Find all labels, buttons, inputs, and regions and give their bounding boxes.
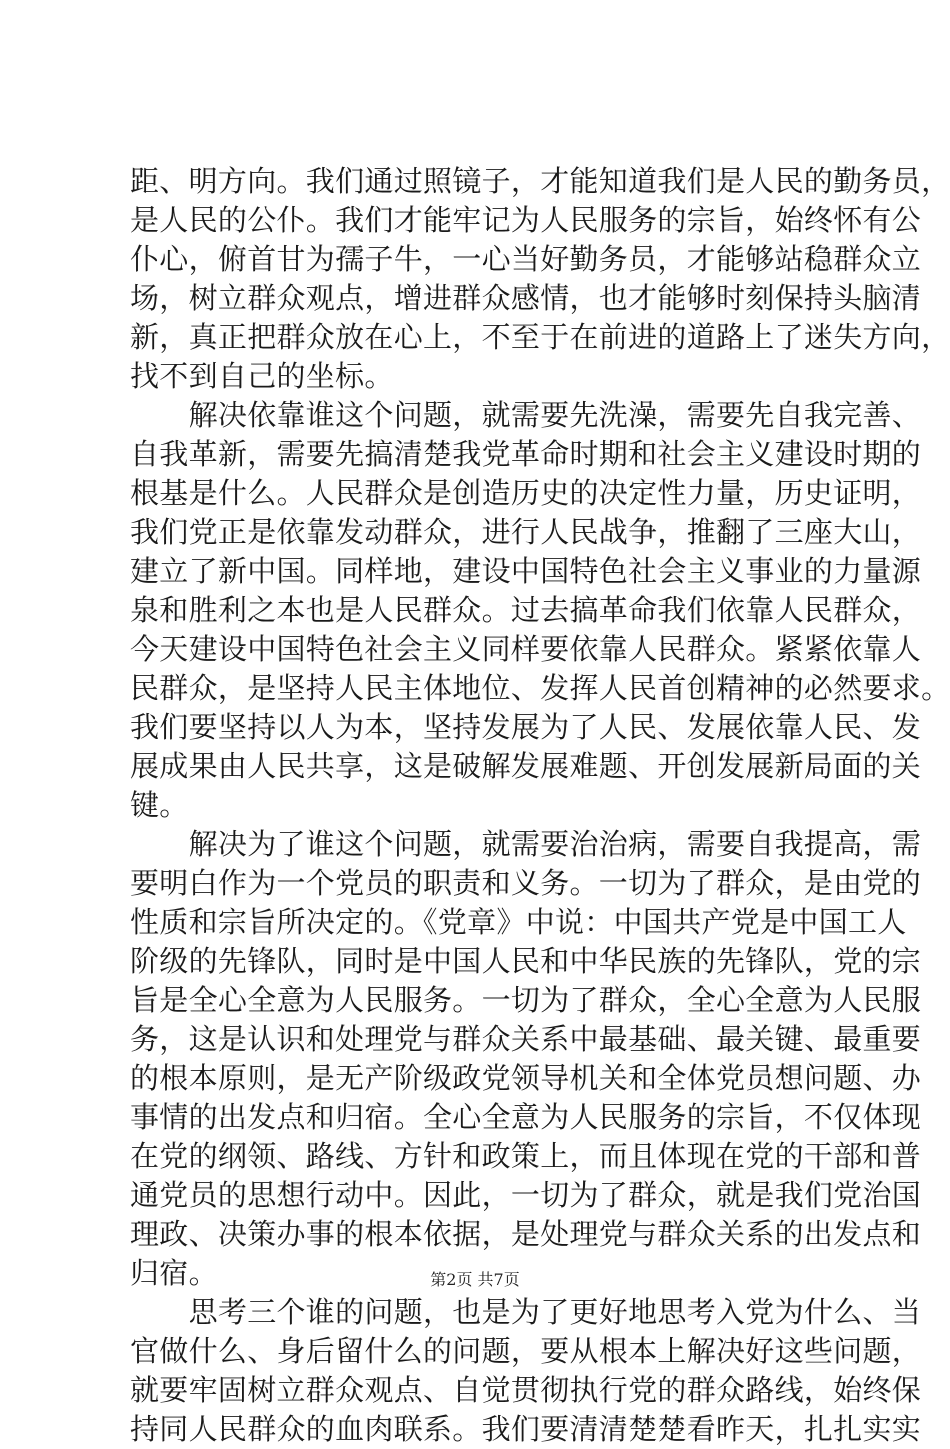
text-line: 思考三个谁的问题，也是为了更好地思考入党为什么、当 (130, 1295, 922, 1329)
page-number-label: 第2页 共7页 (430, 1270, 520, 1289)
text-line: 理政、决策办事的根本依据，是处理党与群众关系的出发点和 (130, 1217, 922, 1251)
text-line: 建立了新中国。同样地，建设中国特色社会主义事业的力量源 (130, 554, 922, 588)
text-line: 键。 (130, 788, 189, 822)
text-line: 旨是全心全意为人民服务。一切为了群众，全心全意为人民服 (130, 983, 922, 1017)
text-line: 场，树立群众观点，增进群众感情，也才能够时刻保持头脑清 (130, 281, 922, 315)
text-line: 官做什么、身后留什么的问题，要从根本上解决好这些问题， (130, 1334, 922, 1368)
text-line: 展成果由人民共享，这是破解发展难题、开创发展新局面的关 (130, 749, 922, 783)
text-line: 务，这是认识和处理党与群众关系中最基础、最关键、最重要 (130, 1022, 922, 1056)
text-line: 仆心，俯首甘为孺子牛，一心当好勤务员，才能够站稳群众立 (130, 242, 922, 276)
text-line: 性质和宗旨所决定的。《党章》中说：中国共产党是中国工人 (130, 905, 907, 939)
text-line: 自我革新，需要先搞清楚我党革命时期和社会主义建设时期的 (130, 437, 922, 471)
text-line: 阶级的先锋队，同时是中国人民和中华民族的先锋队，党的宗 (130, 944, 922, 978)
document-body (130, 162, 950, 1449)
text-line: 在党的纲领、路线、方针和政策上，而且体现在党的干部和普 (130, 1139, 922, 1173)
text-line: 归宿。 (130, 1256, 218, 1290)
text-line: 找不到自己的坐标。 (130, 359, 394, 393)
text-line: 就要牢固树立群众观点、自觉贯彻执行党的群众路线，始终保 (130, 1373, 922, 1407)
text-line: 持同人民群众的血肉联系。我们要清清楚楚看昨天，扎扎实实 (130, 1412, 922, 1446)
text-line: 是人民的公仆。我们才能牢记为人民服务的宗旨，始终怀有公 (130, 203, 922, 237)
text-line: 我们要坚持以人为本，坚持发展为了人民、发展依靠人民、发 (130, 710, 922, 744)
page-footer (0, 1270, 950, 1290)
text-line: 的根本原则，是无产阶级政党领导机关和全体党员想问题、办 (130, 1061, 922, 1095)
text-line: 事情的出发点和归宿。全心全意为人民服务的宗旨，不仅体现 (130, 1100, 922, 1134)
text-line: 距、明方向。我们通过照镜子，才能知道我们是人民的勤务员， (130, 164, 950, 198)
text-line: 通党员的思想行动中。因此，一切为了群众，就是我们党治国 (130, 1178, 922, 1212)
text-line: 根基是什么。人民群众是创造历史的决定性力量，历史证明， (130, 476, 922, 510)
text-line: 今天建设中国特色社会主义同样要依靠人民群众。紧紧依靠人 (130, 632, 922, 666)
text-line: 解决依靠谁这个问题，就需要先洗澡，需要先自我完善、 (130, 398, 922, 432)
text-line: 要明白作为一个党员的职责和义务。一切为了群众，是由党的 (130, 866, 922, 900)
text-line: 泉和胜利之本也是人民群众。过去搞革命我们依靠人民群众， (130, 593, 922, 627)
text-line: 新，真正把群众放在心上，不至于在前进的道路上了迷失方向， (130, 320, 950, 354)
text-line: 解决为了谁这个问题，就需要治治病，需要自我提高，需 (130, 827, 922, 861)
text-line: 我们党正是依靠发动群众，进行人民战争，推翻了三座大山， (130, 515, 922, 549)
text-line: 民群众，是坚持人民主体地位、发挥人民首创精神的必然要求。 (130, 671, 950, 705)
